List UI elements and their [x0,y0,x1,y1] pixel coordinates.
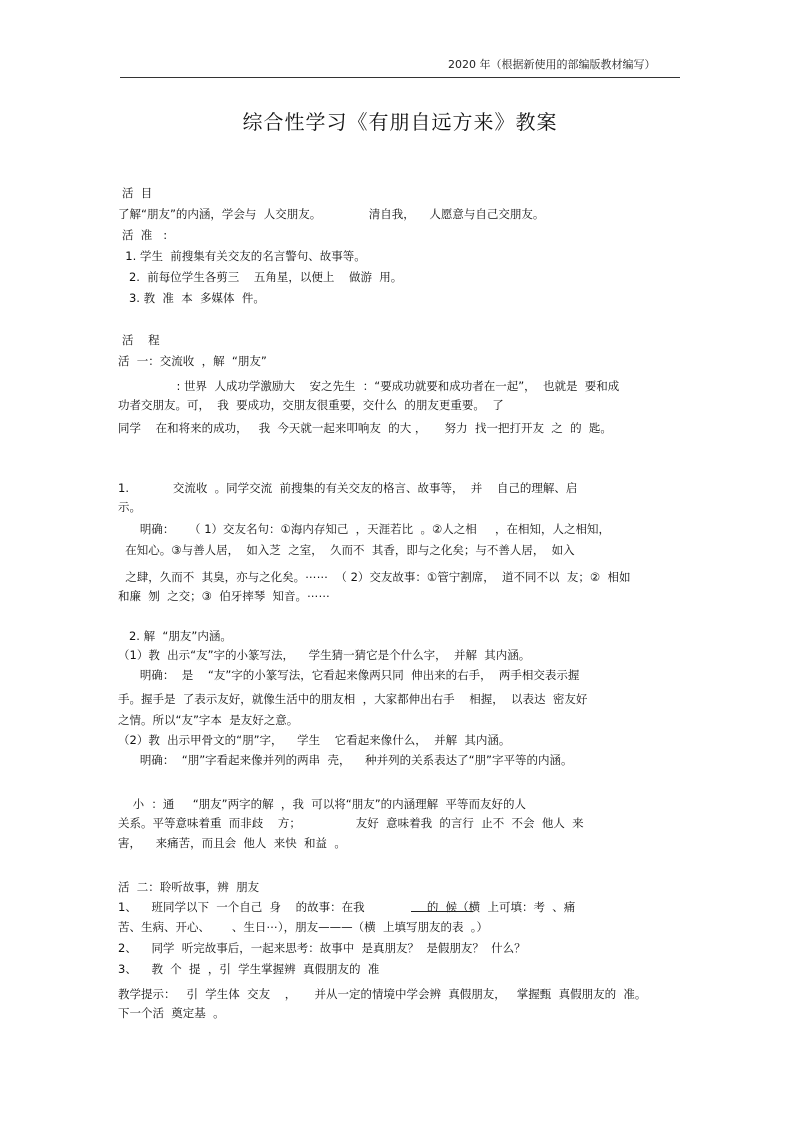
paragraph-line: 害， 来痛苦，而且会 他人 来快 和益 。 [118,836,346,850]
paragraph-line: 苦、生病、开心、 、生日⋯），朋友———（横 上填写朋友的表 。） [118,920,489,934]
paragraph-line: 教学提示： 引 学生体 交友 ， 并从一定的情境中学会辨 真假朋友， 掌握甄 真假朋友的 准。 [118,987,647,1001]
list-item: 2、 同学 听完故事后，一起来思考：故事中 是真朋友？ 是假朋友？ 什么？ [118,941,526,955]
paragraph-line: 功者交朋友。可， 我 要成功，交朋友很重要，交什么 的朋友更重要。 了 [118,398,504,412]
paragraph-line: 1、 班同学以下 一个自己 身 的故事：在我 的 候（横 上可填：考 、痛 [118,900,576,914]
header-note: 2020 年（根据新使用的部编版教材编写） [448,58,656,71]
list-item: 1. 学生 前搜集有关交友的名言警句、故事等。 [118,249,366,263]
activity-heading: 活 二：聆听故事，辨 朋友 [118,880,260,894]
paragraph-line: 同学 在和将来的成功， 我 今天就一起来叩响友 的大 ， 努力 找一把打开友 之 的 匙。 [118,421,612,435]
fill-blank-line [411,911,473,912]
paragraph-line: 示。 [118,500,141,514]
paragraph-line: 在知心。③与善人居， 如入芝 之室， 久而不 其香，即与之化矣；与不善人居， 如入 [118,543,575,557]
paragraph-line: 明确： （ 1）交友名句：①海内存知己 ，天涯若比 。②人之相 ，在相知，人之相知， [118,522,611,536]
paragraph-line: （2）教 出示甲骨文的“朋”字， 学生 它看起来像什么， 并解 其内涵。 [118,733,511,747]
subsection-heading: 2. 解 “朋友”内涵。 [118,629,232,643]
activity-heading: 活 一：交流收 ，解 “朋友” [118,354,267,368]
paragraph-line: 下一个活 奠定基 。 [118,1006,225,1020]
paragraph-line: 和廉 刎 之交；③ 伯牙摔琴 知音。⋯⋯ [118,589,331,603]
paragraph-line: 明确： “朋”字看起来像并列的两串 壳， 种并列的关系表达了“朋”字平等的内涵。 [118,753,573,767]
paragraph-line: 之情。所以“友”字本 是友好之意。 [118,713,299,727]
header-rule [120,77,680,78]
list-item: 2. 前每位学生各剪三 五角星，以便上 做游 用。 [118,270,403,284]
list-item: 3、 教 个 提 ，引 学生掌握辨 真假朋友的 准 [118,962,380,976]
paragraph-line: 手。握手是 了表示友好，就像生活中的朋友相 ，大家都伸出右手 相握， 以表达 密友好 [118,692,588,706]
section-heading-preparation: 活 准 : [122,228,168,242]
paragraph-line: 1. 交流收 。同学交流 前搜集的有关交友的格言、故事等， 并 自己的理解、启 [118,481,578,495]
paragraph-line: 之肆，久而不 其臭，亦与之化矣。⋯⋯ （ 2）交友故事：①管宁割席， 道不同不以 友；② 相如 [118,570,631,584]
section-heading-process: 活 程 [122,333,160,347]
page-title: 综合性学习《有朋自远方来》教案 [242,110,558,134]
paragraph-line: 关系。平等意味着重 而非歧 方； 友好 意味着我 的言行 止不 不会 他人 来 [118,816,584,830]
paragraph-line: 明确： 是 “友”字的小篆写法，它看起来像两只同 伸出来的右手， 两手相交表示握 [118,668,580,682]
section-heading-objectives: 活 目 [122,186,153,200]
paragraph-line: : 世界 人成功学激励大 安之先生 ：“要成功就要和成功者在一起”， 也就是 要和成 [118,379,620,393]
list-item: 3. 教 准 本 多媒体 件。 [118,291,265,305]
paragraph-line: 小 ：通 “朋友”两字的解 ，我 可以将“朋友”的内涵理解 平等而友好的人 [118,797,526,811]
paragraph-line: （1）教 出示“友”字的小篆写法， 学生猜一猜它是个什么字， 并解 其内涵。 [118,648,531,662]
paragraph-line: 了解“朋友”的内涵，学会与 人交朋友。 清自我， 人愿意与自己交朋友。 [118,207,545,221]
